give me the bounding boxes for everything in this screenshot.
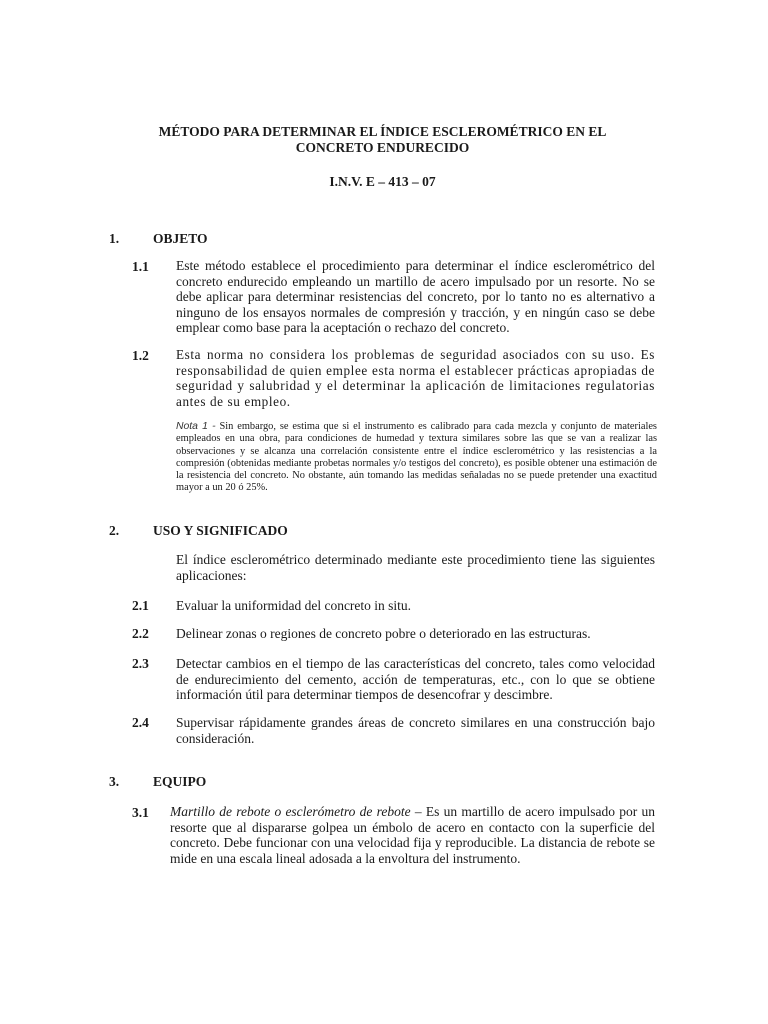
title-line-2: CONCRETO ENDURECIDO (295, 140, 470, 155)
section-1-number: 1. (109, 231, 120, 246)
note-1 (176, 421, 657, 495)
item-2-1-text: Evaluar la uniformidad del concreto in situ. (176, 598, 412, 613)
item-1-1-number: 1.1 (132, 259, 149, 274)
section-3-title: EQUIPO (153, 774, 207, 789)
section-2-number: 2. (109, 523, 120, 538)
item-3-1-body: Es un martillo de acero impulsado por un resorte que al dispararse golpea un émbolo de acero en contacto con la superficie del concreto. Debe funcionar con una velocidad fija y reproducible. La distancia de rebote se mide en una escala lineal adosada a la envoltura del instrumento. (170, 804, 655, 866)
item-2-3-text: Detectar cambios en el tiempo de las características del concreto, tales como velocidad de endurecimiento del cemento, acción de temperaturas, etc., con lo que se obtiene información útil para determinar tiempos de desencofrar y descimbre. (176, 656, 655, 702)
item-2-4-number: 2.4 (132, 715, 149, 730)
item-2-2-text: Delinear zonas o regiones de concreto pobre o deteriorado en las estructuras. (176, 626, 591, 641)
item-2-1-number: 2.1 (132, 598, 149, 613)
item-2-3-number: 2.3 (132, 656, 149, 671)
item-3-1-term: Martillo de rebote o esclerómetro de rebote – (170, 804, 422, 819)
item-1-1-text: Este método establece el procedimiento para determinar el índice esclerométrico del concreto endurecido empleando un martillo de acero impulsado por un resorte. No se debe aplicar para determinar resistencias del concreto, por lo tanto no es alternativo a ninguno de los ensayos normales de compresión y tracción, y en ningún caso se debe emplear como base para la aceptación o rechazo del concreto. (176, 258, 655, 335)
section-2-intro: El índice esclerométrico determinado mediante este procedimiento tiene las siguientes aplicaciones: (176, 552, 655, 583)
item-1-2-number: 1.2 (132, 348, 149, 363)
note-1-text: Sin embargo, se estima que si el instrumento es calibrado para cada mezcla y conjunto de materiales empleados en una obra, para condiciones de humedad y textura similares sobre las que se van a realizar las observaciones y se alcanza una correlación consistente entre el índice esclerométrico y las resistencias a la compresión (obtenidas mediante probetas normales y/o testigos del concreto), es posible obtener una estimación de la resistencia del concreto. No obstante, aún tomando las medidas señaladas no se puede pretender una exactitud mayor a un 20 ó 25%. (176, 421, 657, 494)
section-3-number: 3. (109, 774, 120, 789)
section-2-title: USO Y SIGNIFICADO (153, 523, 288, 538)
item-1-2-text: Esta norma no considera los problemas de seguridad asociados con su uso. Es responsabilidad de quien emplee esta norma el establecer prácticas apropiadas de seguridad y salubridad y el determinar la aplicación de limitaciones regulatorias antes de su empleo. (176, 347, 655, 409)
document-title (110, 124, 655, 156)
title-line-1: MÉTODO PARA DETERMINAR EL ÍNDICE ESCLEROMÉTRICO EN EL (158, 124, 607, 139)
norm-code: I.N.V. E – 413 – 07 (329, 174, 436, 189)
item-2-4-text: Supervisar rápidamente grandes áreas de concreto similares en una construcción bajo consideración. (176, 715, 655, 746)
item-3-1-number: 3.1 (132, 805, 149, 820)
item-3-1-text (170, 804, 655, 866)
section-1-title: OBJETO (153, 231, 208, 246)
item-2-2-number: 2.2 (132, 626, 149, 641)
note-1-label: Nota 1 - (176, 421, 216, 432)
